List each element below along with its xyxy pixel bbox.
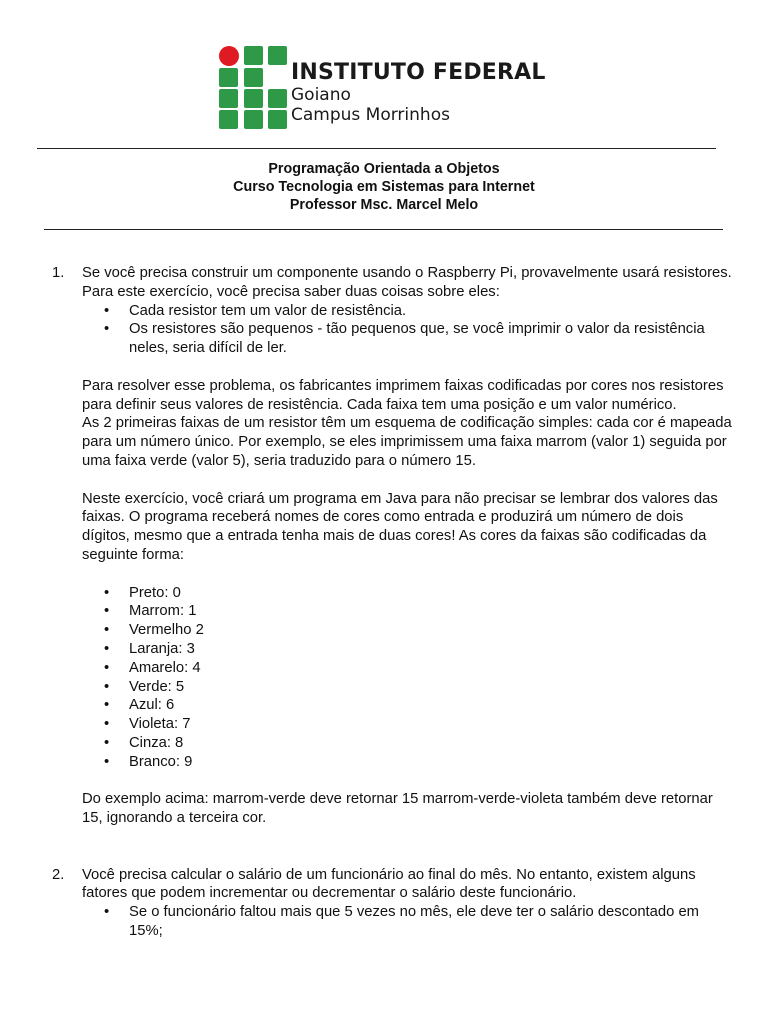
- header-top-divider: [37, 148, 716, 149]
- list-item: • Preto: 0: [82, 584, 732, 603]
- logo-state: Goiano: [291, 85, 351, 105]
- list-item: • Cinza: 8: [82, 734, 732, 753]
- header-bottom-divider: [44, 229, 723, 230]
- list-item: • Marrom: 1: [82, 602, 732, 621]
- logo-square: [219, 110, 238, 129]
- list-item: • Vermelho 2: [82, 621, 732, 640]
- list-item: • Se o funcionário faltou mais que 5 vezes no mês, ele deve ter o salário descontado em 15%;: [82, 903, 732, 941]
- list-item: • Laranja: 3: [82, 640, 732, 659]
- list-item: • Amarelo: 4: [82, 659, 732, 678]
- logo-square: [219, 68, 238, 87]
- list-item: • Os resistores são pequenos - tão pequenos que, se você imprimir o valor da resistência neles, seria difícil de ler.: [82, 320, 732, 358]
- document-body: [0, 264, 768, 941]
- logo-square: [244, 46, 263, 65]
- list-item: • Azul: 6: [82, 696, 732, 715]
- question-number: 2.: [52, 866, 65, 883]
- logo-square: [268, 89, 287, 108]
- paragraph: Do exemplo acima: marrom-verde deve retornar 15 marrom-verde-violeta também deve retornar 15, ignorando a terceira cor.: [82, 791, 713, 827]
- logo-square: [268, 110, 287, 129]
- paragraph: Neste exercício, você criará um programa em Java para não precisar se lembrar dos valores das faixas. O programa receberá nomes de cores como entrada e produzirá um número de dois dígitos, mesmo que a entrada tenha mais de duas cores! As cores da faixas são codificadas da seguinte forma:: [82, 490, 718, 563]
- paragraph: Para resolver esse problema, os fabricantes imprimem faixas codificadas por cores nos resistores para definir seus valores de resistência. Cada faixa tem uma posição e um valor numérico.: [82, 377, 724, 413]
- question-intro: Se você precisa construir um componente usando o Raspberry Pi, provavelmente usará resistores. Para este exercício, você precisa saber duas coisas sobre eles:: [82, 265, 732, 300]
- list-item: • Violeta: 7: [82, 715, 732, 734]
- list-item: • Cada resistor tem um valor de resistência.: [82, 302, 732, 321]
- course-professor: Professor Msc. Marcel Melo: [289, 197, 479, 213]
- course-discipline: Programação Orientada a Objetos: [268, 161, 500, 177]
- bullet-list: [82, 903, 732, 941]
- question-intro: Você precisa calcular o salário de um funcionário ao final do mês. No entanto, existem alguns fatores que podem incrementar ou decrementar o salário deste funcionário.: [82, 866, 696, 902]
- logo-campus: Campus Morrinhos: [291, 105, 450, 125]
- logo-square: [244, 68, 263, 87]
- question-number: 1.: [52, 265, 65, 281]
- paragraph: As 2 primeiras faixas de um resistor têm um esquema de codificação simples: cada cor é mapeada para um número único. Por exemplo, se eles imprimissem uma faixa marrom (valor 1) seguida por uma faixa verde (valor 5), seria traduzido para o número 15.: [82, 415, 732, 469]
- course-name: Curso Tecnologia em Sistemas para Internet: [233, 179, 535, 195]
- question-2: [0, 866, 768, 941]
- logo-square: [244, 89, 263, 108]
- logo-text: [291, 62, 546, 124]
- list-item: • Branco: 9: [82, 753, 732, 772]
- logo-square: [244, 110, 263, 129]
- question-1: [0, 264, 768, 828]
- logo-institution-name: INSTITUTO FEDERAL: [291, 60, 546, 85]
- logo-red-dot: [219, 46, 239, 66]
- bullet-list: [82, 302, 732, 358]
- logo-square: [219, 89, 238, 108]
- institute-logo: [219, 46, 559, 130]
- logo-square: [268, 46, 287, 65]
- color-code-list: [82, 584, 732, 772]
- list-item: • Verde: 5: [82, 678, 732, 697]
